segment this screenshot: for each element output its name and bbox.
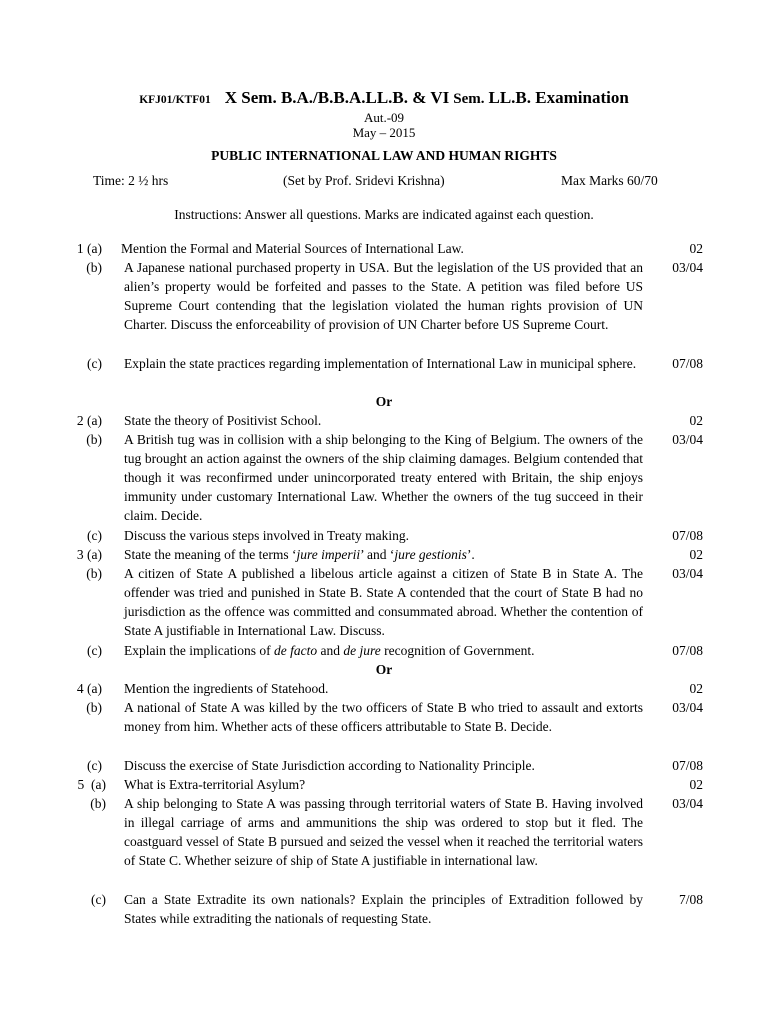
question-number: 1 (a) xyxy=(76,241,102,256)
question-number: (b) xyxy=(86,432,102,447)
question-marks: 07/08 xyxy=(672,356,703,371)
question-marks: 02 xyxy=(689,413,703,428)
question-text: Mention the Formal and Material Sources of International Law. xyxy=(121,241,464,256)
question-text: A Japanese national purchased property in USA. But the legislation of the US provided that an alien’s property would be forfeited and passes to the State. A petition was filed before US Supreme Court contending that the legislation violated the human rights provision of UN Charter. Discuss the enforceability of provision of UN Charter before US Supreme Court. xyxy=(124,260,643,332)
question-marks: 07/08 xyxy=(672,643,703,658)
question-marks: 03/04 xyxy=(672,432,703,447)
text-fragment: ’. xyxy=(466,547,475,562)
time-allowed: Time: 2 ½ hrs xyxy=(93,173,169,188)
question-text: A British tug was in collision with a ship belonging to the King of Belgium. The owners of the tug brought an action against the owners of the ship claiming damages. Belgium contended that though it was reconfirmed under unincorporated treaty entered with Britain, the ship enjoys immunity under customary International Law. Whether the owners of the tug succeed in their claim. Decide. xyxy=(124,432,643,523)
exam-title-part2: LL.B. Examination xyxy=(488,88,629,107)
or-divider: Or xyxy=(375,394,393,409)
question-marks: 7/08 xyxy=(678,892,703,907)
question-text: A national of State A was killed by the two officers of State B who tried to assault and extorts money from him. Whether acts of these officers attributable to State B. Decide. xyxy=(124,700,643,734)
question-marks: 03/04 xyxy=(672,796,703,811)
term-jure-gestionis: jure gestionis xyxy=(394,547,467,562)
question-number: (b) xyxy=(90,796,106,811)
question-marks: 03/04 xyxy=(672,260,703,275)
question-text: A ship belonging to State A was passing through territorial waters of State B. Having involved in illegal carriage of arms and ammunitions the ship was ordered to stop but it fled. The coastguard vessel of State B pursued and seized the vessel when it reached the territorial waters of State C. Whether seizure of ship of State A justifiable in international law. xyxy=(124,796,643,868)
aut-code: Aut.-09 xyxy=(363,110,405,125)
question-number: (b) xyxy=(86,260,102,275)
question-marks: 02 xyxy=(689,241,703,256)
text-fragment: State the meaning of the terms ‘ xyxy=(124,547,297,562)
question-text: Discuss the various steps involved in Treaty making. xyxy=(124,528,409,543)
paper-setter: (Set by Prof. Sridevi Krishna) xyxy=(283,173,445,188)
question-marks: 02 xyxy=(689,547,703,562)
exam-title-part1: X Sem. B.A./B.B.A.LL.B. & VI xyxy=(224,88,450,107)
text-fragment: recognition of Government. xyxy=(380,643,535,658)
text-fragment: Explain the implications of xyxy=(124,643,274,658)
question-number: 3 (a) xyxy=(76,547,102,562)
question-text: Discuss the exercise of State Jurisdiction according to Nationality Principle. xyxy=(124,758,535,773)
paper-code: KFJ01/KTF01 xyxy=(139,94,211,106)
question-marks: 07/08 xyxy=(672,758,703,773)
question-text: Mention the ingredients of Statehood. xyxy=(124,681,329,696)
exam-title-sem: Sem. xyxy=(453,91,485,107)
text-fragment: ’ and ‘ xyxy=(360,547,395,562)
term-de-facto: de facto xyxy=(273,643,318,658)
question-marks: 07/08 xyxy=(672,528,703,543)
text-fragment: and xyxy=(317,643,344,658)
question-number: (c) xyxy=(87,356,102,371)
question-number: (b) xyxy=(86,700,102,715)
question-number: (c) xyxy=(91,892,106,907)
question-text: Explain the state practices regarding implementation of International Law in municipal sphere. xyxy=(124,356,637,371)
exam-title-line xyxy=(0,88,768,108)
question-text: What is Extra-territorial Asylum? xyxy=(124,777,306,792)
question-text xyxy=(124,545,643,564)
or-divider: Or xyxy=(375,662,393,677)
question-text: State the theory of Positivist School. xyxy=(124,413,322,428)
question-number: (c) xyxy=(87,758,102,773)
question-marks: 02 xyxy=(689,681,703,696)
max-marks: Max Marks 60/70 xyxy=(561,173,658,188)
exam-date: May – 2015 xyxy=(352,125,416,140)
question-marks: 03/04 xyxy=(672,566,703,581)
question-number: (c) xyxy=(87,528,102,543)
question-marks: 03/04 xyxy=(672,700,703,715)
term-jure-imperii: jure imperii xyxy=(296,547,361,562)
term-de-jure: de jure xyxy=(343,643,381,658)
question-number: 5 (a) xyxy=(77,777,106,792)
question-number: 2 (a) xyxy=(76,413,102,428)
question-number: 4 (a) xyxy=(76,681,102,696)
question-marks: 02 xyxy=(689,777,703,792)
question-number: (b) xyxy=(86,566,102,581)
question-text xyxy=(124,641,643,660)
question-text: Can a State Extradite its own nationals? Explain the principles of Extradition followed by States while extraditing the nationals of requesting State. xyxy=(124,892,643,926)
subject-title: PUBLIC INTERNATIONAL LAW AND HUMAN RIGHTS xyxy=(211,148,557,163)
instructions: Instructions: Answer all questions. Marks are indicated against each question. xyxy=(174,207,594,222)
question-text: A citizen of State A published a libelous article against a citizen of State B in State A. The offender was tried and punished in State B. State A contended that the court of State B had no jurisdiction as the offence was committed and consummated abroad. Whether the contention of State A justifiable in International Law. Discuss. xyxy=(124,566,643,638)
question-number: (c) xyxy=(87,643,102,658)
